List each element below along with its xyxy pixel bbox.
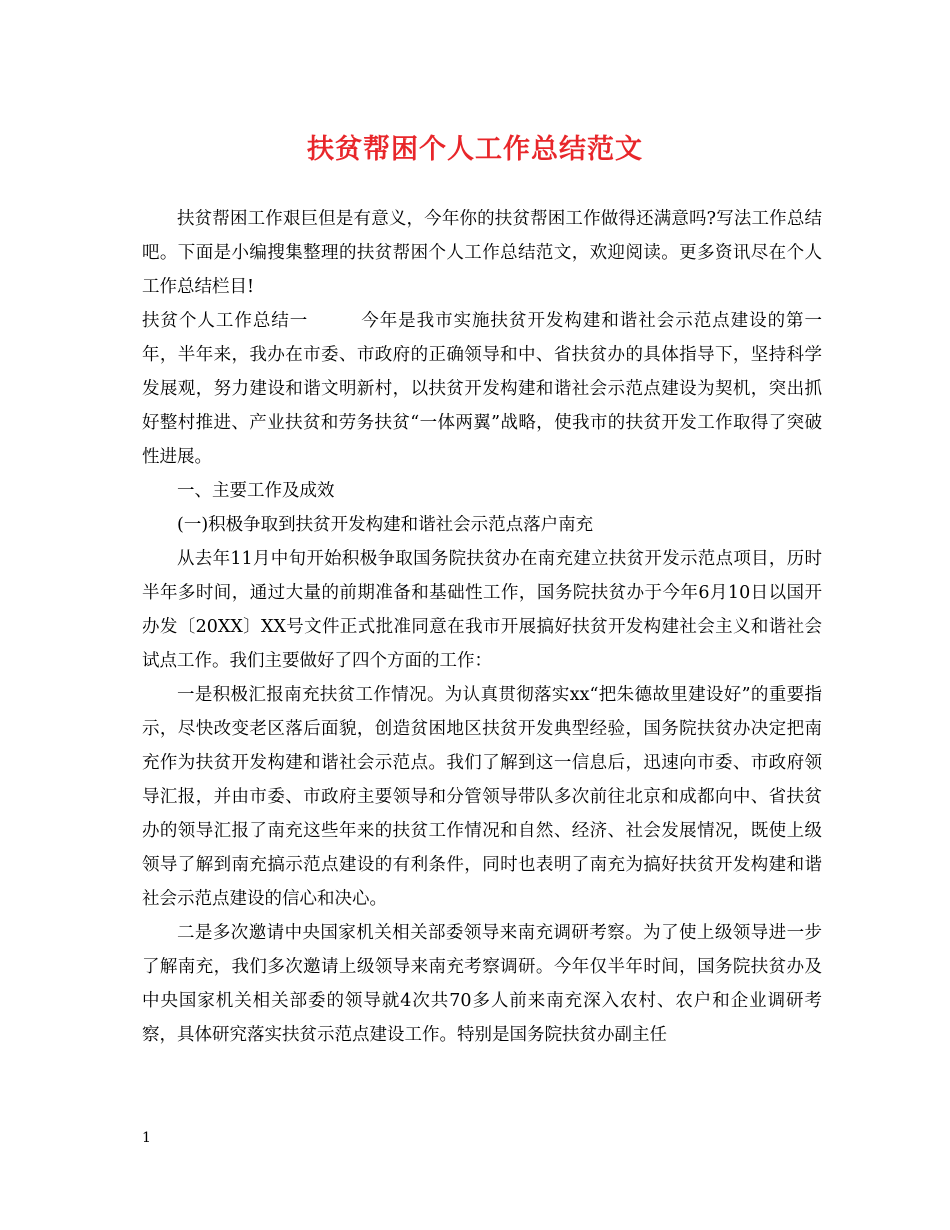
paragraph-report: 一是积极汇报南充扶贫工作情况。为认真贯彻落实xx“把朱德故里建设好”的重要指示，尽快改变老区落后面貌，创造贫困地区扶贫开发典型经验，国务院扶贫办决定把南充作为扶贫开发构建和谐社会示范点。我们了解到这一信息后，迅速向市委、市政府领导汇报，并由市委、市政府主要领导和分管领导带队多次前往北京和成都向中、省扶贫办的领导汇报了南充这些年来的扶贫工作情况和自然、经济、社会发展情况，既使上级领导了解到南充搞示范点建设的有利条件，同时也表明了南充为搞好扶贫开发构建和谐社会示范点建设的信心和决心。 [142,685,822,909]
section1-paragraph [142,304,822,474]
section1-text: 今年是我市实施扶贫开发构建和谐社会示范点建设的第一年，半年来，我办在市委、市政府的正确领导和中、省扶贫办的具体指导下，坚持科学发展观，努力建设和谐文明新村，以扶贫开发构建和谐社会示范点建设为契机，突出抓好整村推进、产业扶贫和劳务扶贫“一体两翼”战略，使我市的扶贫开发工作取得了突破性进展。 [142,311,823,467]
paragraph-approval: 从去年11月中旬开始积极争取国务院扶贫办在南充建立扶贫开发示范点项目，历时半年多时间，通过大量的前期准备和基础性工作，国务院扶贫办于今年6月10日以国开办发〔20XX〕XX号文件正式批准同意在我市开展搞好扶贫开发构建社会主义和谐社会试点工作。我们主要做好了四个方面的工作： [142,549,822,671]
paragraph-invitation: 二是多次邀请中央国家机关相关部委领导来南充调研考察。为了使上级领导进一步了解南充，我们多次邀请上级领导来南充考察调研。今年仅半年时间，国务院扶贫办及中央国家机关相关部委的领导就4次共70多人前来南充深入农村、农户和企业调研考察，具体研究落实扶贫示范点建设工作。特别是国务院扶贫办副主任 [142,923,822,1045]
heading-main-work: 一、主要工作及成效 [177,481,335,501]
document-title: 扶贫帮困个人工作总结范文 [307,134,643,165]
heading-subsection-1: (一)积极争取到扶贫开发构建和谐社会示范点落户南充 [177,515,594,535]
page-number: 1 [142,1130,151,1146]
intro-paragraph: 扶贫帮困工作艰巨但是有意义，今年你的扶贫帮困工作做得还满意吗?写法工作总结吧。下面是小编搜集整理的扶贫帮困个人工作总结范文，欢迎阅读。更多资讯尽在个人工作总结栏目! [142,209,822,297]
document-body [142,202,822,1052]
section1-label: 扶贫个人工作总结一 [142,311,309,331]
